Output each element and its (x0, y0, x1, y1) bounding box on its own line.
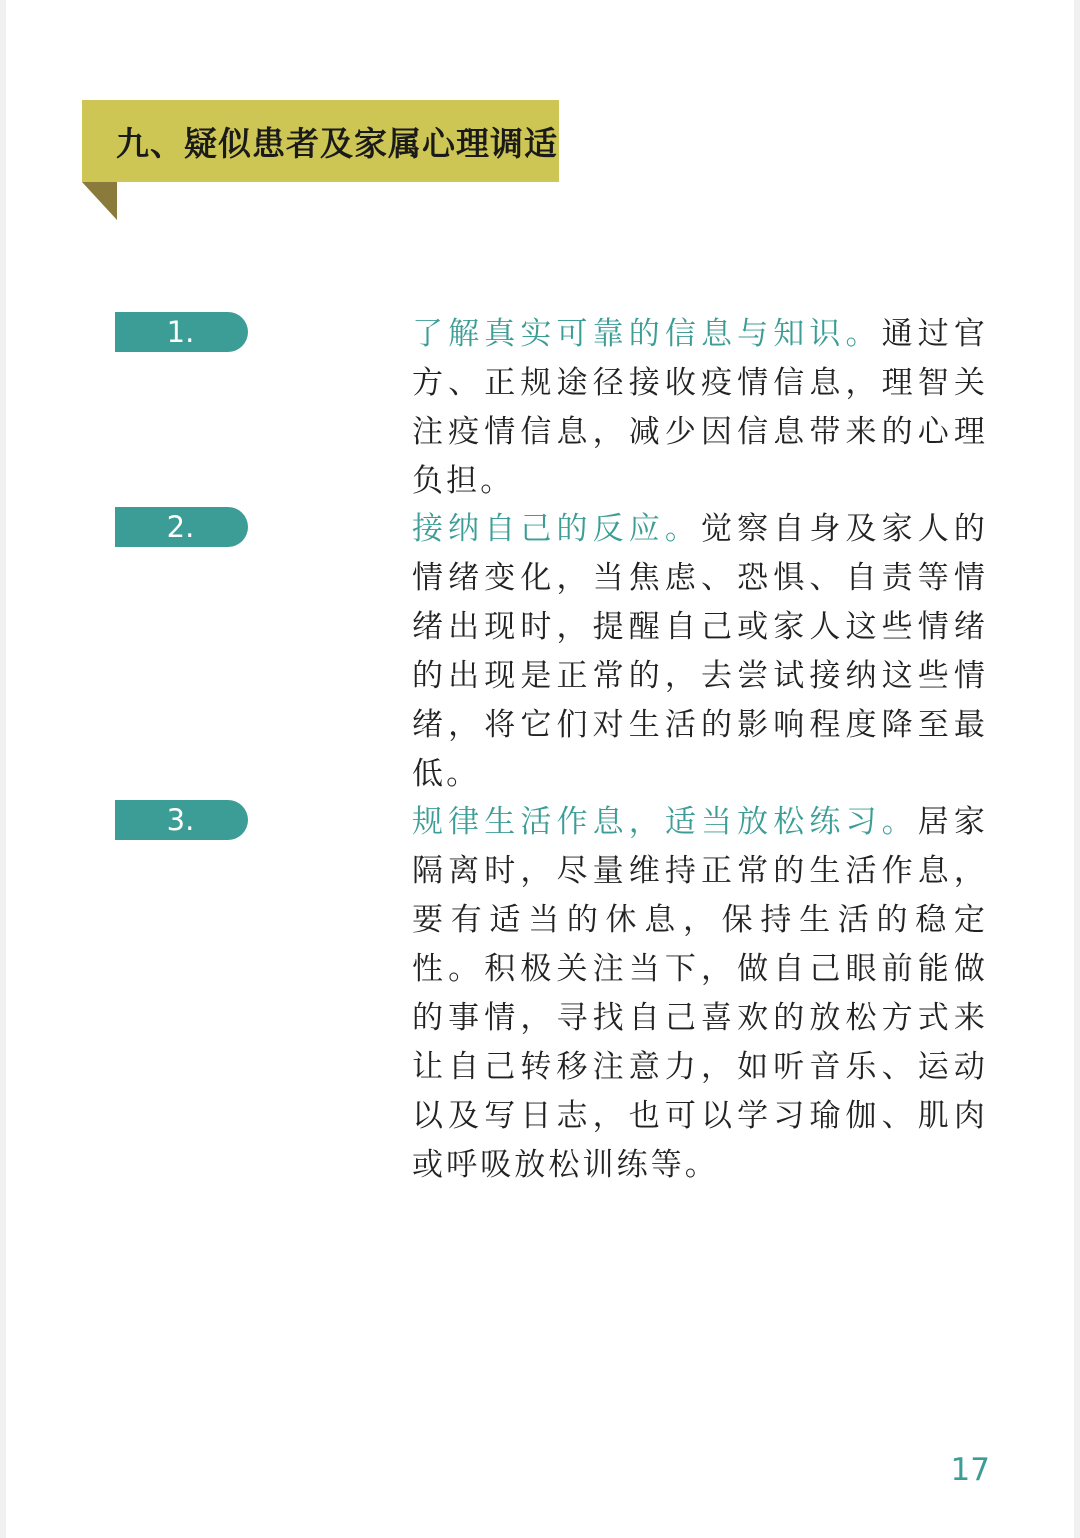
section-title-banner (82, 100, 559, 182)
item-lead: 了解真实可靠的信息与知识。 (412, 316, 882, 352)
item-number-tab: 1. (115, 312, 248, 352)
item-text (412, 798, 988, 1190)
section-title: 九、疑似患者及家属心理调适 (116, 123, 558, 163)
item-number-tab: 2. (115, 507, 248, 547)
item-lead: 规律生活作息，适当放松练习。 (412, 804, 918, 840)
item-text (412, 505, 988, 799)
item-number-tab: 3. (115, 800, 248, 840)
item-lead: 接纳自己的反应。 (412, 511, 701, 547)
item-body: 居家隔离时，尽量维持正常的生活作息，要有适当的休息，保持生活的稳定性。积极关注当下，做自己眼前能做的事情，寻找自己喜欢的放松方式来让自己转移注意力，如听音乐、运动以及写日志，也可以学习瑜伽、肌肉或呼吸放松训练等。 (412, 804, 988, 1183)
item-text (412, 310, 988, 506)
banner-fold-decoration (82, 182, 117, 220)
page-number: 17 (950, 1452, 990, 1488)
item-body: 觉察自身及家人的情绪变化，当焦虑、恐惧、自责等情绪出现时，提醒自己或家人这些情绪的出现是正常的，去尝试接纳这些情绪，将它们对生活的影响程度降至最低。 (412, 511, 988, 792)
item-body: 通过官方、正规途径接收疫情信息，理智关注疫情信息，减少因信息带来的心理负担。 (412, 316, 988, 499)
